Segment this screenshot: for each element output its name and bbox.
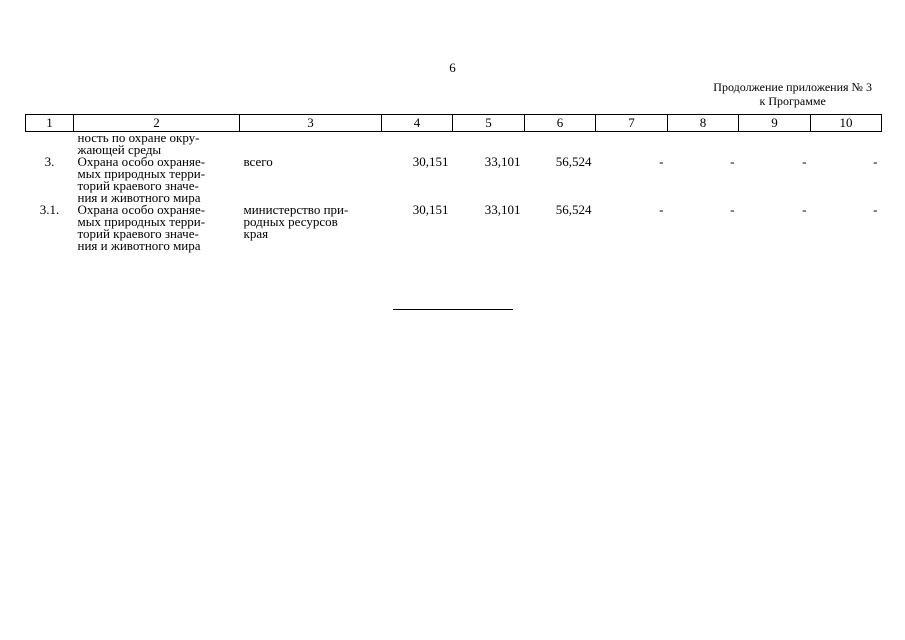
col-header-1: 1 xyxy=(26,115,74,132)
continuation-text: ность по охране окру- жающей среды xyxy=(77,130,200,157)
row-value-6: 56,524 xyxy=(555,202,592,217)
row-number: 3.1. xyxy=(39,202,60,217)
program-table xyxy=(25,114,882,252)
col-header-4: 4 xyxy=(382,115,453,132)
row-value-4: 30,151 xyxy=(412,202,449,217)
row-value-10: - xyxy=(873,202,878,217)
row-name: Охрана особо охраняе- мых природных терри- торий краевого значе- ния и животного мира xyxy=(77,154,206,205)
row-value-5: 33,101 xyxy=(484,154,521,169)
col-header-10: 10 xyxy=(811,115,882,132)
row-executor: министерство при- родных ресурсов края xyxy=(243,202,349,241)
row-value-7: - xyxy=(659,202,664,217)
row-value-4: 30,151 xyxy=(412,154,449,169)
col-header-2: 2 xyxy=(74,115,240,132)
row-value-5: 33,101 xyxy=(484,202,521,217)
table-row xyxy=(26,204,882,252)
end-divider xyxy=(393,309,513,310)
appendix-line-2: к Программе xyxy=(759,94,826,108)
row-name: Охрана особо охраняе- мых природных терри- торий краевого значе- ния и животного мира xyxy=(77,202,206,253)
page-number: 6 xyxy=(449,60,456,75)
row-value-7: - xyxy=(659,154,664,169)
row-value-9: - xyxy=(802,202,807,217)
col-header-5: 5 xyxy=(453,115,525,132)
row-value-9: - xyxy=(802,154,807,169)
row-value-6: 56,524 xyxy=(555,154,592,169)
col-header-6: 6 xyxy=(525,115,596,132)
continuation-row xyxy=(26,132,882,157)
col-header-9: 9 xyxy=(739,115,811,132)
row-executor: всего xyxy=(243,154,273,169)
row-value-8: - xyxy=(730,202,735,217)
col-header-8: 8 xyxy=(668,115,739,132)
col-header-7: 7 xyxy=(596,115,668,132)
row-value-8: - xyxy=(730,154,735,169)
row-number: 3. xyxy=(44,154,55,169)
col-header-3: 3 xyxy=(240,115,382,132)
table-row xyxy=(26,156,882,204)
header-row xyxy=(26,115,882,132)
row-value-10: - xyxy=(873,154,878,169)
appendix-note xyxy=(713,80,872,108)
appendix-line-1: Продолжение приложения № 3 xyxy=(713,80,872,94)
